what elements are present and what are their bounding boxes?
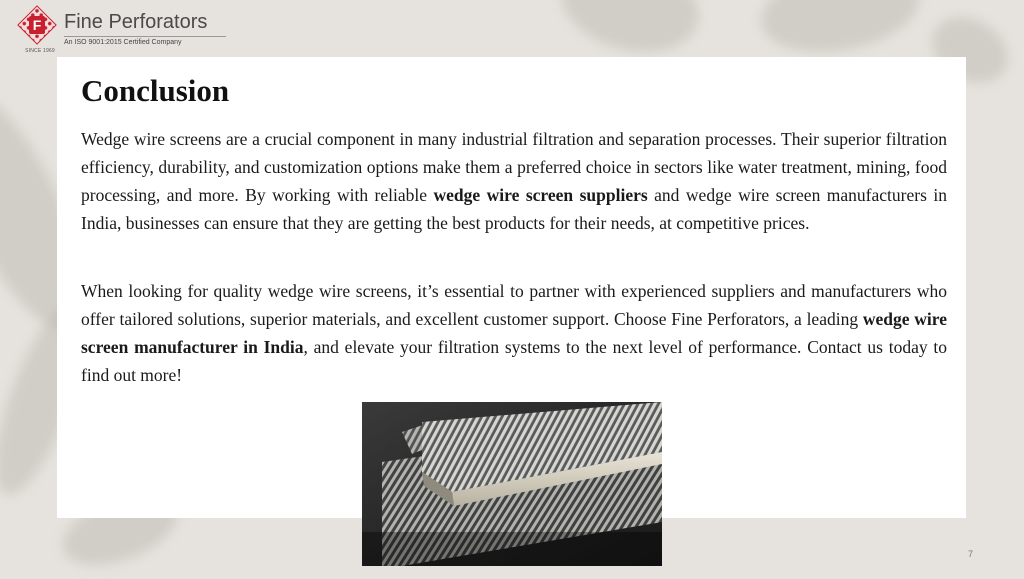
- wedge-wire-screen-photo: [362, 402, 662, 566]
- brand-tagline: An ISO 9001:2015 Certified Company: [64, 36, 226, 46]
- logo-text: [64, 10, 226, 46]
- paragraph-2: [81, 277, 947, 389]
- paragraph-1-text-a: Wedge wire screens are a crucial component in many industrial filtration and separation processes. Their superior filtration efficiency, durability, and customization options make them a preferred choice in sectors like water treatment, mining, food processing, and more. By working with reliable: [81, 129, 947, 205]
- paragraph-2-text-b: , and elevate your filtration systems to the next level of performance. Contact us today to find out more!: [81, 337, 947, 385]
- page-number: 7: [968, 549, 974, 559]
- paragraph-2-bold-keyword: wedge wire screen manufacturer in India: [81, 309, 948, 357]
- slide-title: Conclusion: [81, 73, 230, 108]
- paragraph-2-text-a: When looking for quality wedge wire screens, it’s essential to partner with experienced suppliers and manufacturers who offer tailored solutions, superior materials, and excellent customer support. Choose Fine Perforators, a leading: [81, 281, 947, 329]
- background-leaf-shadow: [754, 0, 925, 63]
- company-logo: [20, 10, 226, 56]
- logo-mark: [20, 10, 58, 56]
- paragraph-1-bold-keyword: wedge wire screen suppliers: [433, 185, 648, 205]
- logo-since-label: SINCE 1969: [25, 48, 55, 54]
- brand-name: Fine Perforators: [64, 11, 208, 33]
- paragraph-1-text-b: and wedge wire screen manufacturers in India, businesses can ensure that they are getting the best products for their needs, at competitive prices.: [81, 185, 947, 233]
- paragraph-1: [81, 125, 947, 237]
- logo-letter: F: [29, 16, 45, 34]
